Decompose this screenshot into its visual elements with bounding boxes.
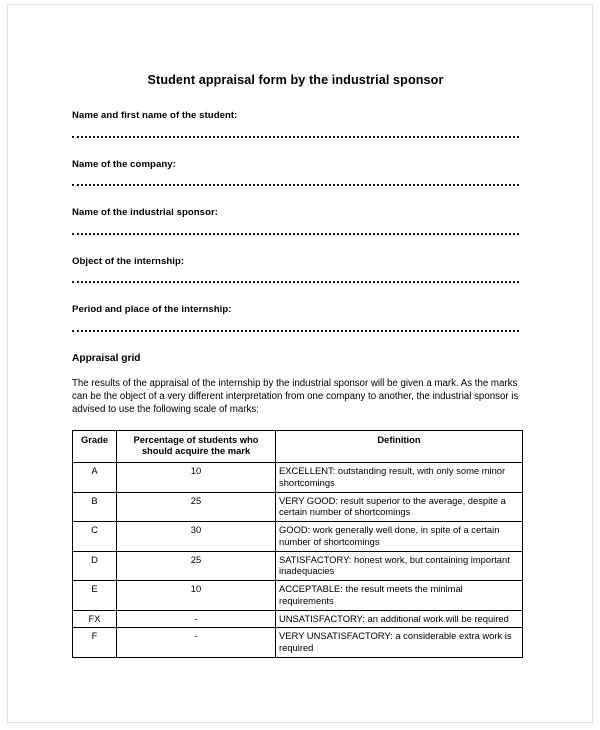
field-entry-line[interactable] [72,330,519,332]
field-label: Name of the company: [72,158,176,170]
cell-definition: VERY GOOD: result superior to the average, despite a certain number of shortcomings [276,492,523,522]
field-entry-line[interactable] [72,233,519,235]
table-row [73,492,523,522]
cell-percentage: 30 [117,522,276,552]
form-field-student-name [72,110,519,138]
table-row [73,522,523,552]
field-label: Name and first name of the student: [72,110,238,122]
cell-definition: VERY UNSATISFACTORY: a considerable extra work is required [276,628,523,658]
table-row [73,551,523,581]
column-header-percentage: Percentage of students who should acquire the mark [117,430,276,463]
table-row [73,610,523,628]
table-row [73,463,523,493]
field-entry-line[interactable] [72,184,519,186]
grade-scale-table [72,430,523,658]
field-label: Name of the industrial sponsor: [72,207,219,219]
table-header-row [73,430,523,463]
cell-grade: C [73,522,117,552]
cell-percentage: - [117,610,276,628]
cell-grade: E [73,581,117,611]
cell-percentage: - [117,628,276,658]
page-title: Student appraisal form by the industrial sponsor [147,73,444,87]
form-field-internship-period-place [72,304,519,332]
cell-percentage: 25 [117,551,276,581]
cell-definition: UNSATISFACTORY: an additional work will be required [276,610,523,628]
section-heading-appraisal-grid: Appraisal grid [72,352,141,364]
cell-percentage: 10 [117,581,276,611]
cell-percentage: 10 [117,463,276,493]
cell-grade: B [73,492,117,522]
cell-percentage: 25 [117,492,276,522]
table-row [73,581,523,611]
column-header-definition: Definition [276,430,523,463]
form-field-industrial-sponsor-name [72,207,519,235]
cell-grade: F [73,628,117,658]
form-field-internship-object [72,256,519,284]
form-field-company-name [72,159,519,187]
field-label: Object of the internship: [72,255,185,267]
cell-definition: ACCEPTABLE: the result meets the minimal requirements [276,581,523,611]
field-entry-line[interactable] [72,136,519,138]
table-row [73,628,523,658]
cell-grade: D [73,551,117,581]
document-content [72,73,519,658]
field-entry-line[interactable] [72,281,519,283]
cell-grade: A [73,463,117,493]
cell-definition: EXCELLENT: outstanding result, with only some minor shortcomings [276,463,523,493]
cell-definition: GOOD: work generally well done, in spite of a certain number of shortcomings [276,522,523,552]
cell-grade: FX [73,610,117,628]
column-header-grade: Grade [73,430,117,463]
field-label: Period and place of the internship: [72,304,232,316]
cell-definition: SATISFACTORY: honest work, but containing important inadequacies [276,551,523,581]
appraisal-intro-paragraph: The results of the appraisal of the internship by the industrial sponsor will be given a mark. As the marks can be the object of a very different interpretation from one company to another, the industrial sponsor is advised to use the following scale of marks: [72,377,519,415]
document-page [7,4,593,723]
